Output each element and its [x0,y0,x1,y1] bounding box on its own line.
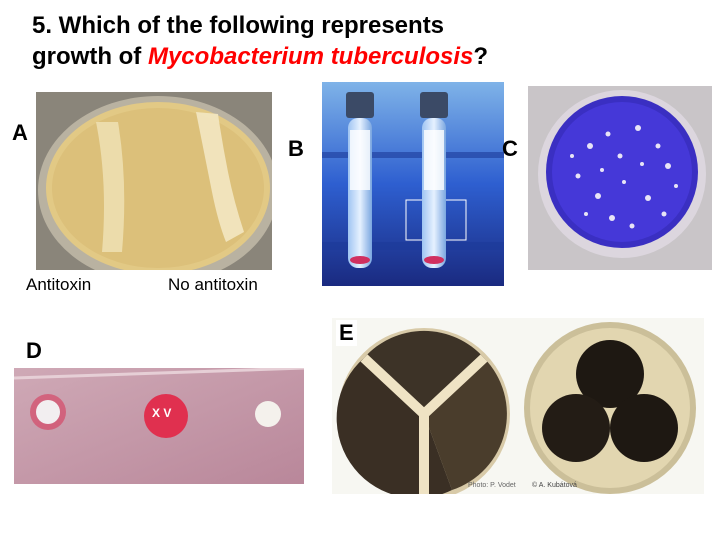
disc-label-xv: X V [152,406,172,420]
panel-e-letter: E [336,320,357,346]
panel-d-image [14,368,304,484]
question-mark: ? [473,43,489,70]
no-antitoxin-caption: No antitoxin [162,274,264,296]
question-title [32,10,692,72]
panel-e-image [332,318,704,494]
organism-name: Mycobacterium tuberculosis [147,43,474,70]
panel-a-letter: A [12,120,28,145]
panel-b-image [322,82,504,286]
panel-a-image [36,92,272,270]
question-line-2 [32,41,692,72]
panel-d-letter: D [26,338,42,363]
panel-b-svg [322,82,504,286]
photo-credit-right: © A. Kubátová [532,482,577,489]
panel-c-image [528,86,712,270]
panel-c-svg [528,86,712,270]
panel-c-letter: C [502,136,518,161]
question-line-2-prefix: growth of [32,43,148,70]
panel-d-svg [14,368,304,484]
panel-a-svg [36,92,272,270]
photo-credit-left: Photo: P. Vodet [468,482,516,489]
panel-b-letter: B [288,136,304,161]
antitoxin-caption: Antitoxin [20,274,97,296]
question-line-1: 5. Which of the following represents [32,12,445,39]
panel-e-svg [332,318,704,494]
